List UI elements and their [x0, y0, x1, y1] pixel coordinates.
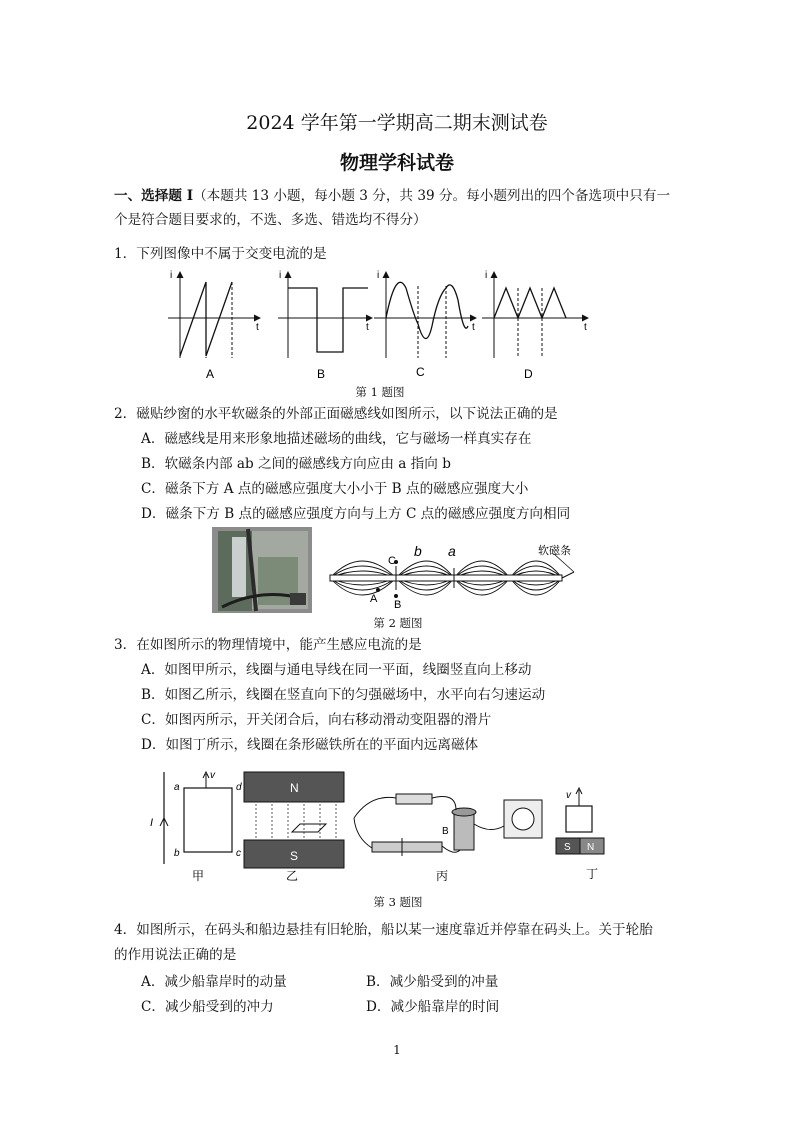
- q2-label-b-lower: b: [414, 543, 422, 559]
- q3-option-c: C．如图丙所示，开关闭合后，向右移动滑动变阻器的滑片: [141, 712, 492, 728]
- q1b-axis-i: i: [279, 270, 282, 281]
- q1c-axis-t: t: [472, 322, 475, 333]
- q3-option-a: A．如图甲所示，线圈与通电导线在同一平面，线圈竖直向上移动: [141, 662, 532, 678]
- q4-option-d: D．减少船靠岸的时间: [366, 999, 500, 1015]
- section-instructions-line1: [114, 186, 670, 206]
- q1-label-d: D: [524, 367, 533, 381]
- q3-jia-a: a: [174, 782, 180, 793]
- q4-stem-line2: 的作用说法正确的是: [114, 947, 237, 963]
- q3-figure-ding: [556, 788, 604, 881]
- q4-stem-line1: 4．如图所示，在码头和船边悬挂有旧轮胎，船以某一速度靠近并停靠在码头上。关于轮胎: [114, 922, 653, 938]
- q2-label-a-lower: a: [448, 543, 456, 559]
- q1a-axis-i: i: [170, 270, 173, 281]
- q1-graph-c: [374, 270, 476, 379]
- q1d-axis-i: i: [485, 270, 488, 281]
- q2-stem: 2．磁贴纱窗的水平软磁条的外部正面磁感线如图所示，以下说法正确的是: [114, 406, 558, 422]
- exam-title: 2024 学年第一学期高二期末测试卷: [246, 112, 548, 134]
- q1-graph-d: [482, 270, 588, 381]
- exam-subtitle: 物理学科试卷: [339, 152, 454, 174]
- q1-label-a: A: [206, 367, 215, 381]
- q2-label-point-a: A: [370, 593, 378, 605]
- q3-figure: [140, 764, 620, 886]
- q2-option-c: C．磁条下方 A 点的磁感应强度大小小于 B 点的磁感应强度大小: [141, 481, 529, 497]
- q3-figure-bing: [354, 794, 542, 883]
- q4-option-b: B．减少船受到的冲量: [366, 974, 499, 990]
- q3-jia-d: d: [236, 782, 242, 793]
- q1-label-c: C: [416, 365, 425, 379]
- q3-figure-yi: [244, 772, 344, 883]
- q2-option-d: D．磁条下方 B 点的磁感应强度方向与上方 C 点的磁感应强度方向相同: [141, 506, 571, 522]
- q3-label-ding: 丁: [586, 867, 599, 881]
- q1d-axis-t: t: [584, 322, 587, 333]
- q1-stem: 1．下列图像中不属于交变电流的是: [114, 246, 327, 262]
- q3-caption: 第 3 题图: [373, 895, 423, 909]
- q4-option-c: C．减少船受到的冲力: [141, 999, 274, 1015]
- q3-option-b: B．如图乙所示，线圈在竖直向下的匀强磁场中，水平向右匀速运动: [141, 687, 546, 703]
- q3-yi-s: S: [290, 849, 299, 863]
- q2-option-a: A．磁感线是用来形象地描述磁场的曲线，它与磁场一样真实存在: [141, 431, 532, 447]
- q1c-axis-i: i: [377, 270, 380, 281]
- q3-stem: 3．在如图所示的物理情境中，能产生感应电流的是: [114, 637, 422, 653]
- q2-label-point-c: C: [388, 555, 396, 567]
- q1-graph-b: [278, 270, 372, 381]
- q2-label-strip: 软磁条: [538, 545, 571, 557]
- q3-jia-b: b: [174, 848, 180, 859]
- q3-bing-b: B: [442, 826, 449, 837]
- q1a-axis-t: t: [256, 322, 259, 333]
- q3-option-d: D．如图丁所示，线圈在条形磁铁所在的平面内远离磁体: [141, 737, 479, 753]
- q3-ding-n: N: [587, 842, 595, 853]
- q1-figure: [160, 266, 600, 386]
- q3-label-jia: 甲: [192, 869, 205, 883]
- q3-figure-jia: [150, 770, 242, 883]
- q2-window-photo: [212, 527, 312, 613]
- q1b-axis-t: t: [366, 322, 369, 333]
- q3-ding-v: v: [566, 790, 571, 801]
- q4-option-a: A．减少船靠岸时的动量: [141, 974, 287, 990]
- q1-caption: 第 1 题图: [355, 385, 405, 399]
- q3-ding-s: S: [564, 842, 571, 853]
- q1-label-b: B: [317, 367, 326, 381]
- page-number: 1: [393, 1043, 401, 1057]
- section-heading: 一、选择题 I: [114, 188, 194, 204]
- q2-option-b: B．软磁条内部 ab 之间的磁感线方向应由 a 指向 b: [141, 456, 451, 472]
- q3-label-yi: 乙: [286, 869, 299, 883]
- q3-yi-n: N: [290, 781, 299, 795]
- section-instructions: （本题共 13 小题，每小题 3 分，共 39 分。每小题列出的四个备选项中只有一: [193, 188, 671, 204]
- q3-jia-c: c: [236, 848, 241, 859]
- q2-label-point-b: B: [394, 599, 402, 610]
- q2-caption: 第 2 题图: [373, 616, 423, 630]
- q3-jia-v: v: [210, 770, 215, 781]
- q1-graph-a: [168, 270, 260, 381]
- section-instructions-line2: 个是符合题目要求的，不选、多选、错选均不得分）: [114, 212, 427, 228]
- q3-jia-current: I: [150, 817, 154, 829]
- q3-label-bing: 丙: [436, 869, 449, 883]
- q2-field-diagram: [318, 538, 598, 610]
